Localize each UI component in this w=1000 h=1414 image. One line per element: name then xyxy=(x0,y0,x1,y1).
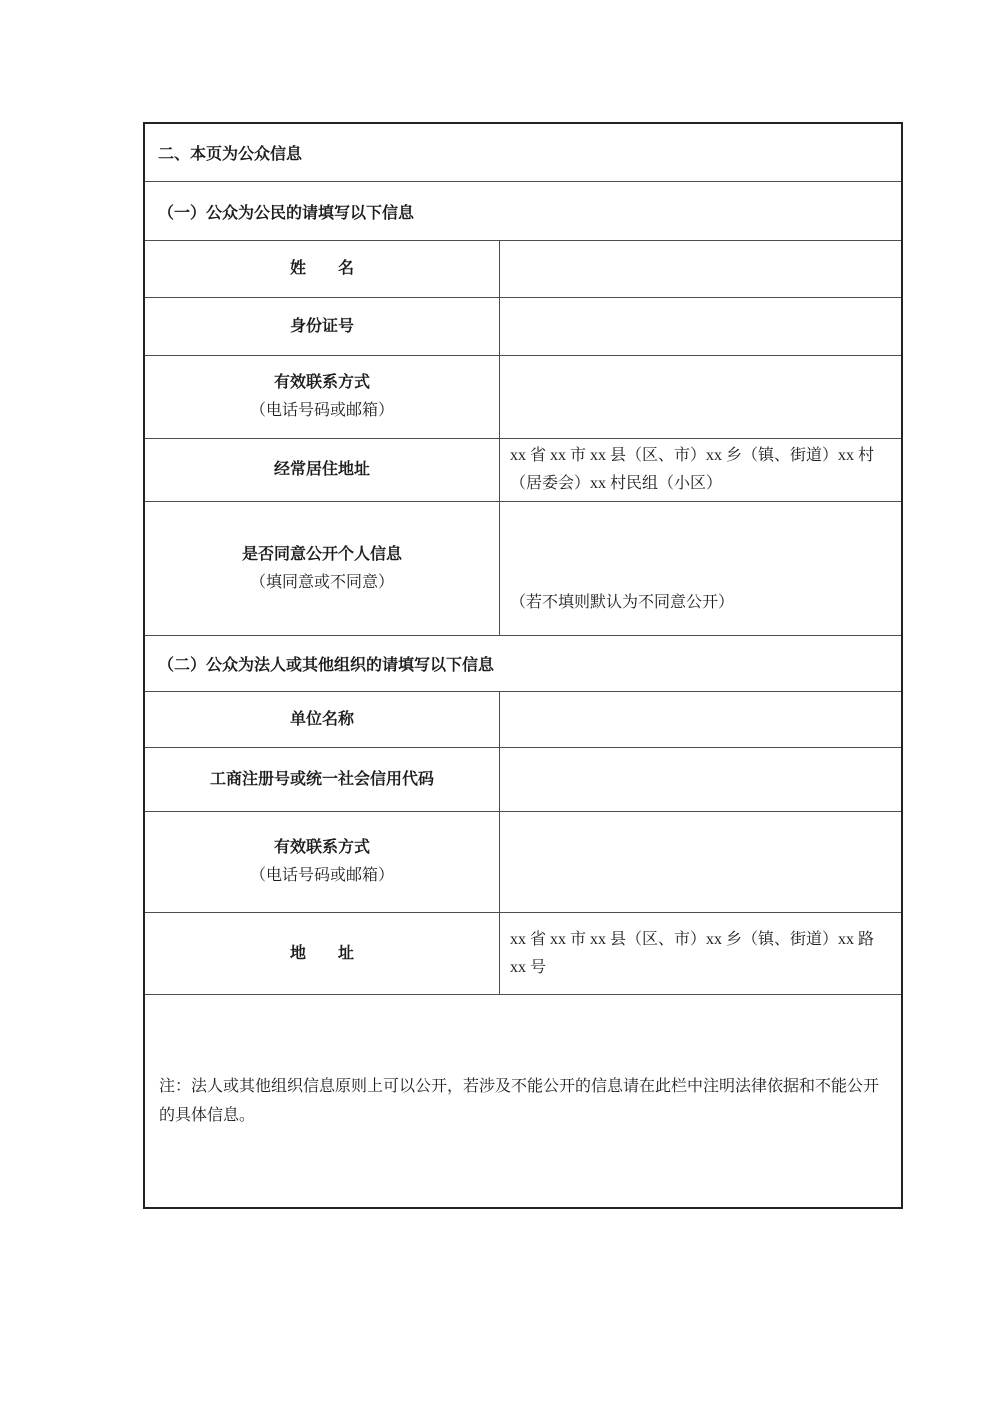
part2-header-row xyxy=(145,635,901,691)
consent-label: 是否同意公开个人信息 xyxy=(241,545,402,563)
table-row-credit-code xyxy=(145,747,901,811)
part2-title: （二）公众为法人或其他组织的请填写以下信息 xyxy=(158,657,495,674)
org-name-label-cell xyxy=(145,692,500,747)
name-label: 姓 名 xyxy=(289,260,354,277)
note-row xyxy=(145,994,901,1207)
table-row-residence-address xyxy=(145,438,901,501)
contact-org-value-cell xyxy=(500,812,901,912)
table-row-contact-org xyxy=(145,811,901,912)
consent-sublabel: （填同意或不同意） xyxy=(249,573,394,591)
org-name-label: 单位名称 xyxy=(289,710,354,728)
public-info-form-table xyxy=(143,122,903,1209)
credit-code-label: 工商注册号或统一社会信用代码 xyxy=(209,770,434,788)
residence-address-label: 经常居住地址 xyxy=(273,461,370,478)
org-name-value-cell xyxy=(500,692,901,747)
table-row-name xyxy=(145,240,901,297)
org-address-value-cell: xx 省 xx 市 xx 县（区、市）xx 乡（镇、街道）xx 路 xx 号 xyxy=(510,930,875,976)
table-row-id-number xyxy=(145,297,901,355)
id-number-label-cell xyxy=(145,298,500,355)
name-value-cell xyxy=(500,241,901,297)
consent-value-cell: （若不填则默认为不同意公开） xyxy=(510,594,735,611)
id-number-value-cell xyxy=(500,298,901,355)
table-row-org-name xyxy=(145,691,901,747)
table-row-org-address xyxy=(145,912,901,994)
section-header-row xyxy=(145,124,901,181)
name-label-cell xyxy=(145,241,500,297)
residence-address-value-cell: xx 省 xx 市 xx 县（区、市）xx 乡（镇、街道）xx 村（居委会）xx 村民组（小区） xyxy=(510,447,875,492)
note-text: 注：法人或其他组织信息原则上可以公开，若涉及不能公开的信息请在此栏中注明法律依据和不能公开的具体信息。 xyxy=(159,1078,880,1124)
org-address-label-cell xyxy=(145,913,500,994)
contact-citizen-sublabel: （电话号码或邮箱） xyxy=(249,402,394,419)
contact-citizen-value-cell xyxy=(500,356,901,438)
contact-org-sublabel: （电话号码或邮箱） xyxy=(249,867,394,884)
credit-code-value-cell xyxy=(500,748,901,811)
part1-title: （一）公众为公民的请填写以下信息 xyxy=(158,204,415,222)
section-title: 二、本页为公众信息 xyxy=(158,146,303,163)
residence-address-label-cell xyxy=(145,439,500,501)
org-address-label: 地 址 xyxy=(289,944,354,962)
table-row-consent xyxy=(145,501,901,635)
part1-header-row xyxy=(145,181,901,240)
consent-label-cell xyxy=(145,502,500,635)
id-number-label: 身份证号 xyxy=(289,317,354,335)
credit-code-label-cell xyxy=(145,748,500,811)
contact-org-label-cell xyxy=(145,812,500,912)
contact-org-label: 有效联系方式 xyxy=(273,839,370,856)
contact-citizen-label: 有效联系方式 xyxy=(273,374,370,391)
contact-citizen-label-cell xyxy=(145,356,500,438)
table-row-contact-citizen xyxy=(145,355,901,438)
